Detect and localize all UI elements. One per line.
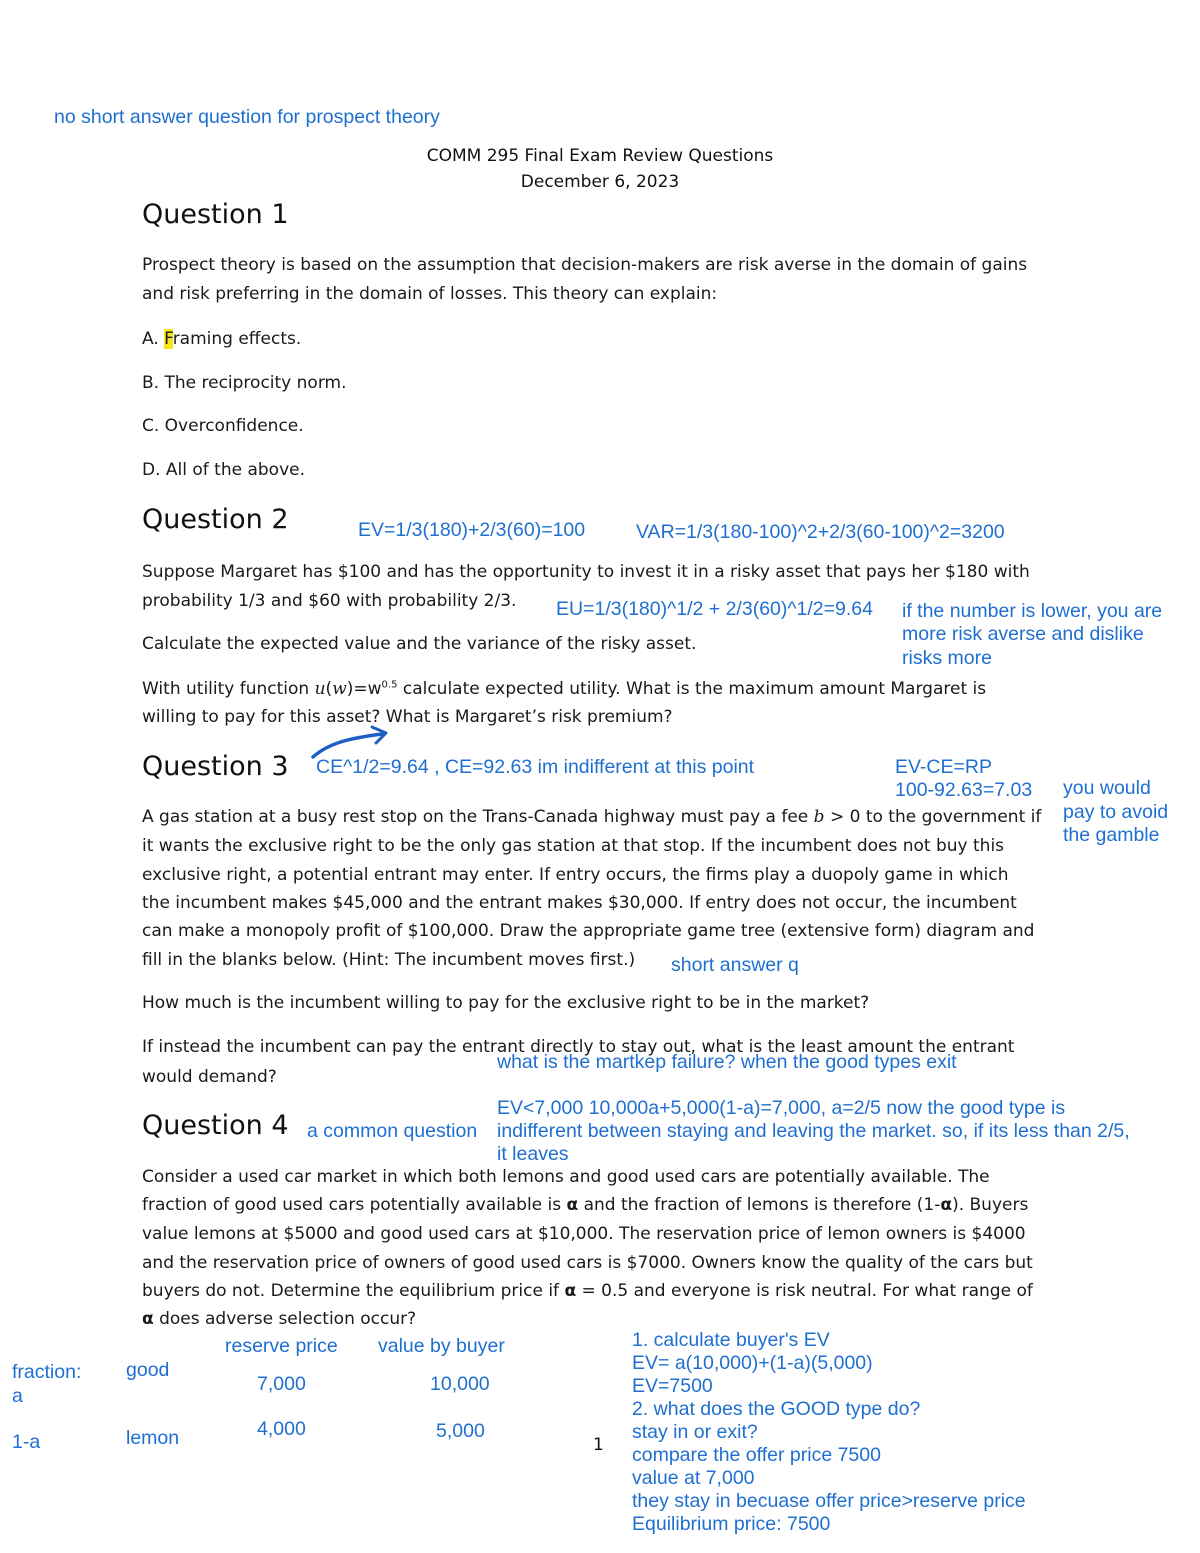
table-lemon-reserve: 4,000: [257, 1418, 306, 1440]
q3-text-line: exclusive right, a potential entrant may enter. If entry occurs, the firms play a duopoly game in which: [142, 865, 1009, 885]
q3-text-line: it wants the exclusive right to be the only gas station at that stop. If the incumbent does not buy this: [142, 836, 1005, 856]
q3-text-line: can make a monopoly profit of $100,000. Draw the appropriate game tree (extensive form) diagram and: [142, 921, 1035, 941]
table-good-reserve: 7,000: [257, 1373, 306, 1395]
note-short-answer: short answer q: [671, 954, 799, 976]
note-risk-premium: EV-CE=RP: [895, 756, 992, 778]
table-fraction-label: fraction:: [12, 1361, 82, 1383]
alpha-symbol: α: [142, 1309, 154, 1329]
q3-text: A gas station at a busy rest stop on the Trans-Canada highway must pay a fee: [142, 807, 814, 827]
utility-symbol: u: [314, 679, 326, 699]
note-step: 1. calculate buyer's EV: [632, 1329, 830, 1351]
q4-text: fraction of good used cars potentially available is: [142, 1195, 567, 1215]
q2-utility-text: calculate expected utility. What is the maximum amount Margaret is: [397, 679, 987, 699]
note-step: EV= a(10,000)+(1-a)(5,000): [632, 1352, 873, 1374]
wealth-symbol: w: [332, 679, 347, 699]
q2-text-line: Calculate the expected value and the variance of the risky asset.: [142, 634, 697, 654]
note-expected-utility: EU=1/3(180)^1/2 + 2/3(60)^1/2=9.64: [556, 598, 873, 620]
table-header-value: value by buyer: [378, 1335, 505, 1357]
q4-adverse-line: [142, 1309, 416, 1329]
q3-text-line: the incumbent makes $45,000 and the entrant makes $30,000. If entry does not occur, the incumbent: [142, 893, 1017, 913]
note-step: compare the offer price 7500: [632, 1444, 881, 1466]
q4-text-line: and the reservation price of owners of good used cars is $7000. Owners know the quality of the cars but: [142, 1253, 1033, 1273]
note-step: Equilibrium price: 7500: [632, 1513, 831, 1535]
note-variance: VAR=1/3(180-100)^2+2/3(60-100)^2=3200: [636, 521, 1005, 543]
alpha-symbol: α: [564, 1281, 577, 1301]
question-3-heading: Question 3: [142, 751, 289, 782]
q3-text-line: If instead the incumbent can pay the entrant directly to stay out, what is the least amount the entrant: [142, 1037, 1015, 1057]
q3-fee-line: [142, 807, 1041, 827]
note-risk-premium: 100-92.63=7.03: [895, 779, 1033, 801]
exponent: 0.5: [381, 679, 398, 691]
q4-text: buyers do not. Determine the equilibrium price if: [142, 1281, 565, 1301]
note-risk-averse: if the number is lower, you are: [902, 600, 1163, 622]
note-prospect-theory: no short answer question for prospect theory: [54, 106, 440, 128]
q4-text: ). Buyers: [952, 1195, 1029, 1215]
q2-utility-text: With utility function: [142, 679, 315, 699]
option-a-prefix: A.: [142, 329, 165, 349]
note-step: 2. what does the GOOD type do?: [632, 1398, 921, 1420]
fee-symbol: b: [813, 807, 825, 827]
note-risk-averse: more risk averse and dislike: [902, 623, 1144, 645]
q2-text-line: Suppose Margaret has $100 and has the opportunity to invest it in a risky asset that pays her $180 with: [142, 562, 1030, 582]
q4-text: does adverse selection occur?: [153, 1309, 417, 1329]
table-lemon-value: 5,000: [436, 1420, 485, 1442]
q4-text-line: Consider a used car market in which both lemons and good used cars are potentially available. The: [142, 1167, 990, 1187]
table-row-lemon: lemon: [126, 1427, 180, 1449]
note-risk-averse: risks more: [902, 647, 992, 669]
table-row-good: good: [126, 1359, 170, 1381]
q3-text-line: fill in the blanks below. (Hint: The incumbent moves first.): [142, 950, 636, 970]
q4-text: and the fraction of lemons is therefore (1-: [578, 1195, 941, 1215]
q1-text-line: and risk preferring in the domain of losses. This theory can explain:: [142, 284, 718, 304]
q4-text-line: value lemons at $5000 and good used cars at $10,000. The reservation price of lemon owners is $4000: [142, 1224, 1026, 1244]
document-title: COMM 295 Final Exam Review Questions: [426, 146, 774, 166]
q1-text-line: Prospect theory is based on the assumption that decision-makers are risk averse in the domain of gains: [142, 255, 1028, 275]
note-ev-threshold: EV<7,000 10,000a+5,000(1-a)=7,000, a=2/5 now the good type is: [497, 1097, 1066, 1119]
q4-text: = 0.5 and everyone is risk neutral. For what range of: [576, 1281, 1033, 1301]
table-good-value: 10,000: [430, 1373, 490, 1395]
note-expected-value: EV=1/3(180)+2/3(60)=100: [358, 519, 586, 541]
note-step: stay in or exit?: [632, 1421, 758, 1443]
option-a-text: raming effects.: [172, 329, 302, 349]
note-step: they stay in becuase offer price>reserve price: [632, 1490, 1026, 1512]
question-2-heading: Question 2: [142, 504, 289, 535]
q2-text-line: probability 1/3 and $60 with probability 2/3.: [142, 591, 517, 611]
note-common-question: a common question: [307, 1120, 478, 1142]
note-step: EV=7500: [632, 1375, 713, 1397]
q3-text: > 0 to the government if: [824, 807, 1042, 827]
note-it-leaves: it leaves: [497, 1143, 569, 1165]
q4-equilibrium-line: [142, 1281, 1033, 1301]
q1-option-d: D. All of the above.: [142, 460, 306, 480]
q3-text-line: would demand?: [142, 1067, 277, 1087]
q3-text-line: How much is the incumbent willing to pay for the exclusive right to be in the market?: [142, 993, 870, 1013]
q1-option-c: C. Overconfidence.: [142, 416, 304, 436]
alpha-symbol: α: [940, 1195, 953, 1215]
q1-option-b: B. The reciprocity norm.: [142, 373, 347, 393]
paren: (: [325, 679, 333, 699]
document-date: December 6, 2023: [520, 172, 680, 192]
question-1-heading: Question 1: [142, 199, 289, 230]
question-4-heading: Question 4: [142, 1110, 289, 1141]
paren: )=w: [346, 679, 382, 699]
note-indifferent: indifferent between staying and leaving the market. so, if its less than 2/5,: [497, 1120, 1130, 1142]
note-pay-to-avoid: you would: [1063, 777, 1151, 799]
table-lemon-fraction: 1-a: [12, 1431, 41, 1453]
page-number: 1: [593, 1435, 604, 1455]
note-pay-to-avoid: pay to avoid: [1063, 801, 1169, 823]
table-fraction-symbol: a: [12, 1385, 23, 1407]
alpha-symbol: α: [566, 1195, 579, 1215]
note-market-failure: what is the martkep failure? when the good types exit: [497, 1051, 957, 1073]
note-certainty-equivalent: CE^1/2=9.64 , CE=92.63 im indifferent at this point: [316, 756, 755, 778]
note-pay-to-avoid: the gamble: [1063, 824, 1160, 846]
table-header-reserve: reserve price: [225, 1335, 338, 1357]
q2-text-line: willing to pay for this asset? What is Margaret’s risk premium?: [142, 707, 673, 727]
q4-alpha-line: [142, 1195, 1028, 1215]
highlighted-letter: F: [164, 329, 173, 349]
note-step: value at 7,000: [632, 1467, 755, 1489]
